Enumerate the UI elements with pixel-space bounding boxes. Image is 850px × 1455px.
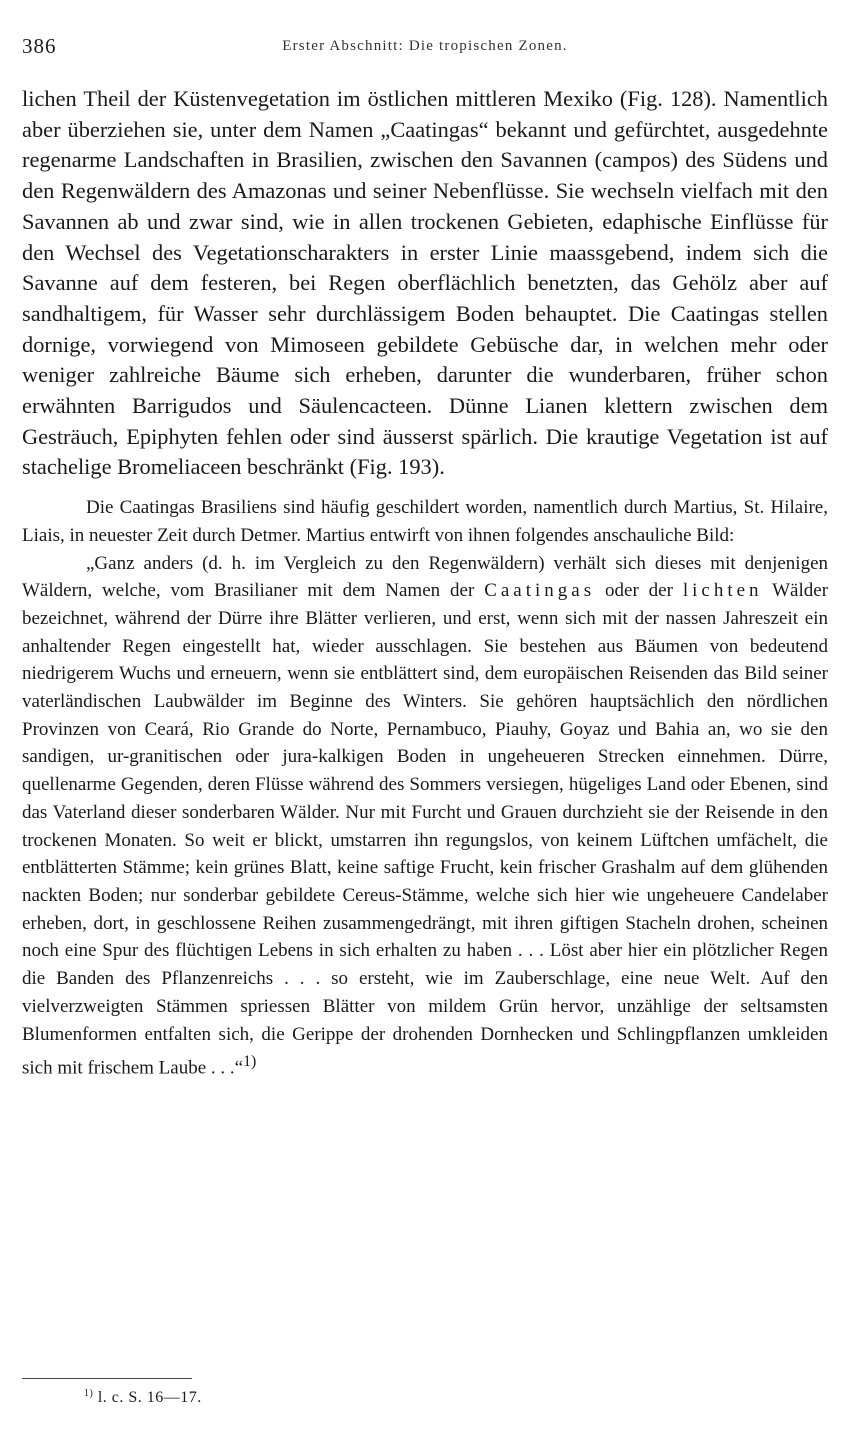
footnote-mark: 1) — [84, 1388, 94, 1399]
footnote-divider — [22, 1378, 192, 1379]
page-number: 386 — [22, 34, 57, 58]
page-header — [22, 34, 828, 64]
paragraph-martius-intro: Die Caatingas Brasiliens sind häufig geschildert worden, namentlich durch Martius, St. Hilaire, Liais, in neuester Zeit durch Detmer. Martius entwirft von ihnen folgendes anschauliche Bild: — [22, 497, 828, 546]
footnote — [84, 1388, 202, 1407]
running-head: Erster Abschnitt: Die tropischen Zonen. — [282, 38, 568, 54]
term-lichten: lichten — [682, 580, 763, 602]
quote-text-part2: oder der — [605, 580, 673, 602]
term-caatingas: Caatingas — [484, 580, 596, 602]
quote-text-part1: „Ganz anders (d. h. im Vergleich zu den Regenwäldern) verhält sich dieses mit denjenigen Wäldern, welche, vom Brasilianer mit dem Namen der — [22, 552, 828, 602]
body-text — [22, 84, 828, 1082]
paragraph-caatingas-description: lichen Theil der Küstenvegetation im östlichen mittleren Mexiko (Fig. 128). Namentlich aber überziehen sie, unter dem Namen „Caatingas“ bekannt und gefürchtet, ausgedehnte regenarme Landschaften in Brasilien, zwischen den Savannen (campos) des Südens und den Regenwäldern des Amazonas und seiner Nebenflüsse. Sie wechseln vielfach mit den Savannen ab und zwar sind, wie in allen trockenen Gebieten, edaphische Einflüsse für den Wechsel des Vegetationscharakters in erster Linie maassgebend, indem sich die Savanne auf dem festeren, bei Regen oberflächlich benetzten, das Gehölz aber auf sandhaltigem, für Wasser sehr durchlässigem Boden behauptet. Die Caatingas stellen dornige, vorwiegend von Mimoseen gebildete Gebüsche dar, in welchen mehr oder weniger zahlreiche Bäume sich erheben, darunter die wunderbaren, früher schon erwähnten Barrigudos und Säulencacteen. Dünne Lianen klettern zwischen dem Gesträuch, Epiphyten fehlen oder sind äusserst spärlich. Die krautige Vegetation ist auf stachelige Bromeliaceen beschränkt (Fig. 193). — [22, 86, 828, 480]
paragraph-martius-quote — [22, 550, 828, 1083]
footnote-text: l. c. S. 16—17. — [97, 1389, 202, 1406]
quote-text-part3: Wälder bezeichnet, während der Dürre ihre Blätter verlieren, und erst, wenn sich mit der nassen Jahreszeit ein anhaltender Regen eingestellt hat, wieder ausschlagen. Sie bestehen aus Bäumen von bedeutend niedrigerem Wuchs und erneuern, wenn sie entblättert sind, dem europäischen Reisenden das Bild seiner vaterländischen Laubwälder im Beginne des Winters. Sie gehören hauptsächlich den nördlichen Provinzen von Ceará, Rio Grande do Norte, Pernambuco, Piauhy, Goyaz und Bahia an, wo sie den sandigen, ur-granitischen oder jura-kalkigen Boden in ungeheueren Strecken einnehmen. Dürre, quellenarme Gegenden, deren Flüsse während des Sommers versiegen, hügeliges Land oder Ebenen, sind das Vaterland dieser sonderbaren Wälder. Nur mit Furcht und Grauen durchzieht sie der Reisende in den trockenen Monaten. So weit er blickt, umstarren ihn regungslos, von keinem Lüftchen umfächelt, die entblätterten Stämme; kein grünes Blatt, keine saftige Frucht, kein frischer Grashalm auf dem glühenden nackten Boden; nur sonderbar gebildete Cereus-Stämme, welche sich hier wie ungeheuere Candelaber erheben, dort, in geschlossene Reihen zusammengedrängt, mit ihren giftigen Stacheln drohen, scheinen noch eine Spur des flüchtigen Lebens in sich erhalten zu haben . . . Löst aber hier ein plötzlicher Regen die Banden des Pflanzenreichs . . . so ersteht, wie im Zauberschlage, eine neue Welt. Auf den vielverzweigten Stämmen spriessen Blätter von mildem Grün hervor, unzählige der seltsamsten Blumenformen entfalten sich, die Gerippe der drohenden Dornhecken und Schlingpflanzen umkleiden sich mit frischem Laube . . .“ — [22, 580, 829, 1079]
footnote-reference: 1) — [243, 1053, 257, 1071]
